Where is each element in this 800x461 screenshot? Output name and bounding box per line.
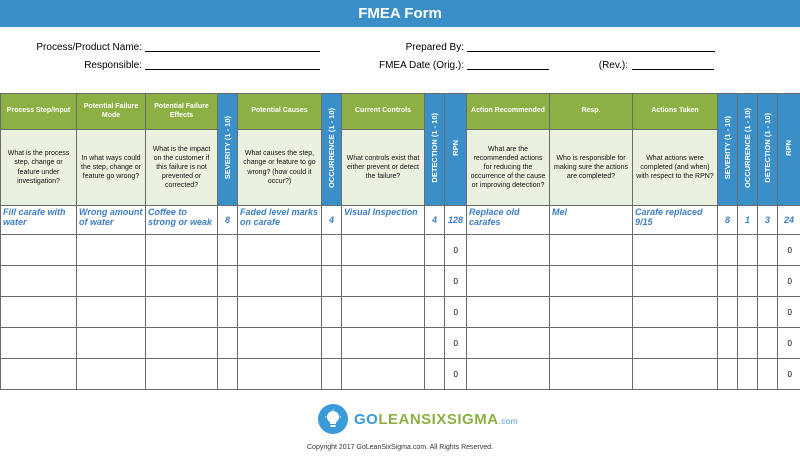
col-header-severity: SEVERITY (1 - 10) [218,94,238,206]
table-cell[interactable] [146,297,218,328]
rpn-cell: 0 [445,328,467,359]
table-cell[interactable] [238,359,322,390]
table-cell[interactable] [550,297,633,328]
table-cell[interactable] [738,328,758,359]
table-cell[interactable] [1,235,77,266]
fmea-date-field[interactable] [467,60,549,70]
table-cell[interactable] [218,297,238,328]
table-cell[interactable] [342,266,425,297]
table-cell[interactable] [718,328,738,359]
table-cell[interactable] [322,235,342,266]
rpn-2-cell: 0 [778,359,800,390]
table-cell[interactable] [425,328,445,359]
example-severity-2[interactable]: 8 [718,206,738,235]
table-cell[interactable] [77,328,146,359]
example-occurrence-2[interactable]: 1 [738,206,758,235]
table-cell[interactable] [77,359,146,390]
table-cell[interactable] [218,359,238,390]
question-step: What is the process step, change or feature under investigation? [1,130,77,206]
copyright-text: Copyright 2017 GoLeanSixSigma.com. All Rights Reserved. [307,444,493,451]
table-cell[interactable] [322,328,342,359]
table-cell[interactable] [322,359,342,390]
col-header-occurrence-2: OCCURRENCE (1 - 10) [738,94,758,206]
col-header-step: Process Step/Input [1,94,77,130]
table-cell[interactable] [146,328,218,359]
example-occurrence[interactable]: 4 [322,206,342,235]
rpn-cell: 0 [445,297,467,328]
rpn-cell: 0 [445,266,467,297]
table-cell[interactable] [1,266,77,297]
table-cell[interactable] [633,266,718,297]
table-row [1,235,800,266]
col-header-action: Action Recommended [467,94,550,130]
table-cell[interactable] [1,359,77,390]
col-header-detection: DETECTION (1 - 10) [425,94,445,206]
col-header-taken: Actions Taken [633,94,718,130]
table-cell[interactable] [425,235,445,266]
header-row [1,94,800,130]
example-detection-2[interactable]: 3 [758,206,778,235]
question-causes: What causes the step, change or feature to go wrong? (how could it occur?) [238,130,322,206]
table-cell[interactable] [467,297,550,328]
col-header-rpn-2: RPN [778,94,800,206]
table-cell[interactable] [718,297,738,328]
table-cell[interactable] [467,266,550,297]
question-action: What are the recommended actions for reducing the occurrence of the cause or improving detection? [467,130,550,206]
table-cell[interactable] [633,328,718,359]
table-cell[interactable] [77,297,146,328]
question-failure-mode: In what ways could the step, change or feature go wrong? [77,130,146,206]
table-cell[interactable] [633,297,718,328]
col-header-resp: Resp. [550,94,633,130]
example-severity[interactable]: 8 [218,206,238,235]
table-cell[interactable] [738,235,758,266]
table-cell[interactable] [342,359,425,390]
example-rpn: 128 [445,206,467,235]
example-resp[interactable]: Mel [550,206,633,235]
table-cell[interactable] [342,297,425,328]
table-cell[interactable] [550,266,633,297]
prepared-by-field[interactable] [467,42,715,52]
table-cell[interactable] [77,266,146,297]
form-title: FMEA Form [0,0,800,27]
table-cell[interactable] [467,359,550,390]
example-detection[interactable]: 4 [425,206,445,235]
table-cell[interactable] [550,235,633,266]
table-cell[interactable] [322,266,342,297]
rpn-cell: 0 [445,235,467,266]
rev-label: (Rev.): [598,60,628,71]
table-cell[interactable] [718,266,738,297]
col-header-severity-2: SEVERITY (1 - 10) [718,94,738,206]
table-cell[interactable] [322,297,342,328]
question-resp: Who is responsible for making sure the actions are completed? [550,130,633,206]
table-cell[interactable] [425,266,445,297]
table-cell[interactable] [342,328,425,359]
table-cell[interactable] [758,266,778,297]
table-cell[interactable] [218,266,238,297]
example-row [1,206,800,235]
table-cell[interactable] [758,328,778,359]
table-cell[interactable] [238,266,322,297]
table-cell[interactable] [218,235,238,266]
col-header-rpn: RPN [445,94,467,206]
rpn-2-cell: 0 [778,266,800,297]
table-row [1,359,800,390]
table-cell[interactable] [738,359,758,390]
rev-field[interactable] [632,60,714,70]
rpn-2-cell: 0 [778,235,800,266]
table-cell[interactable] [467,235,550,266]
rpn-cell: 0 [445,359,467,390]
table-cell[interactable] [633,235,718,266]
table-cell[interactable] [758,359,778,390]
table-cell[interactable] [77,235,146,266]
table-cell[interactable] [238,297,322,328]
table-cell[interactable] [467,328,550,359]
table-cell[interactable] [342,235,425,266]
table-cell[interactable] [550,328,633,359]
table-cell[interactable] [218,328,238,359]
fmea-date-label: FMEA Date (Orig.): [378,60,464,71]
table-cell[interactable] [1,297,77,328]
table-cell[interactable] [146,266,218,297]
table-cell[interactable] [758,235,778,266]
question-controls: What controls exist that either prevent or detect the failure? [342,130,425,206]
table-cell[interactable] [738,266,758,297]
lightbulb-icon [318,404,348,434]
table-cell[interactable] [633,359,718,390]
col-header-detection-2: DETECTION (1 - 10) [758,94,778,206]
table-cell[interactable] [425,359,445,390]
rpn-2-cell: 0 [778,297,800,328]
table-cell[interactable] [718,235,738,266]
responsible-field[interactable] [145,60,320,70]
table-cell[interactable] [425,297,445,328]
table-row [1,297,800,328]
example-taken[interactable]: Carafe replaced 9/15 [633,206,718,235]
example-action[interactable]: Replace old carafes [467,206,550,235]
brand-wordmark: GOLEANSIXSIGMA.com [354,410,518,428]
example-controls[interactable]: Visual Inspection [342,206,425,235]
example-step[interactable]: Fill carafe with water [1,206,77,235]
table-cell[interactable] [238,328,322,359]
example-causes[interactable]: Faded level marks on carafe [238,206,322,235]
col-header-controls: Current Controls [342,94,425,130]
rpn-2-cell: 0 [778,328,800,359]
fmea-table [0,93,800,390]
table-row [1,266,800,297]
table-cell[interactable] [758,297,778,328]
question-row [1,130,800,206]
table-cell[interactable] [550,359,633,390]
question-taken: What actions were completed (and when) with respect to the RPN? [633,130,718,206]
table-cell[interactable] [238,235,322,266]
table-cell[interactable] [718,359,738,390]
table-cell[interactable] [1,328,77,359]
question-failure-effects: What is the impact on the customer if this failure is not prevented or corrected? [146,130,218,206]
col-header-failure-effects: Potential Failure Effects [146,94,218,130]
table-row [1,328,800,359]
table-cell[interactable] [146,359,218,390]
col-header-occurrence: OCCURRENCE (1 - 10) [322,94,342,206]
process-name-field[interactable] [145,42,320,52]
col-header-failure-mode: Potential Failure Mode [77,94,146,130]
example-failure-mode[interactable]: Wrong amount of water [77,206,146,235]
example-failure-effects[interactable]: Coffee to strong or weak [146,206,218,235]
table-cell[interactable] [738,297,758,328]
example-rpn-2: 24 [778,206,800,235]
table-cell[interactable] [146,235,218,266]
brand-logo [318,403,518,435]
prepared-by-label: Prepared By: [405,42,464,53]
process-name-label: Process/Product Name: [36,42,142,53]
responsible-label: Responsible: [84,60,142,71]
col-header-causes: Potential Causes [238,94,322,130]
